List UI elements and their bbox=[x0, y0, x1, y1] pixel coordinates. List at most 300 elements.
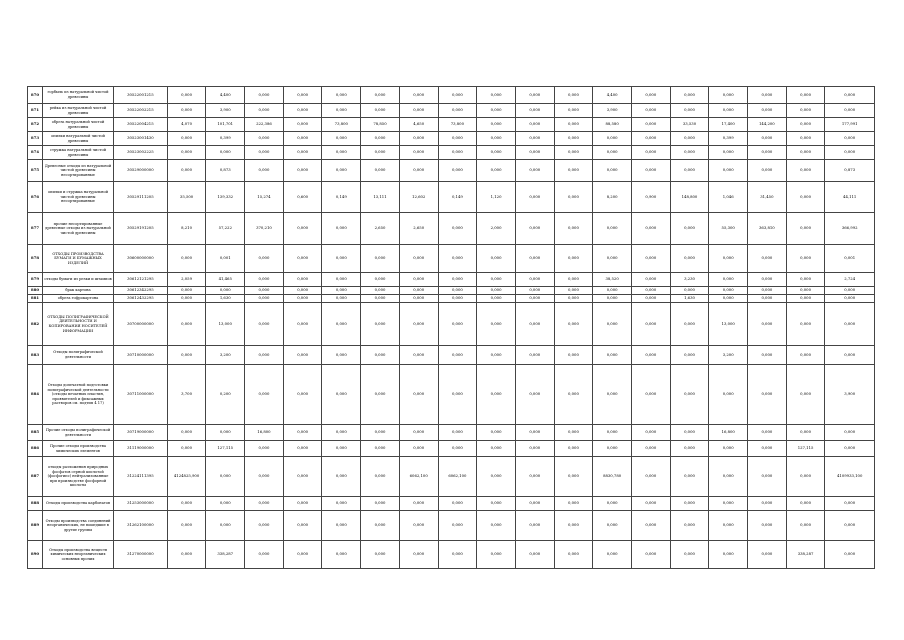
value-cell: 6062,100 bbox=[399, 457, 438, 497]
value-cell: 0,000 bbox=[167, 87, 206, 104]
waste-code: 30612432295 bbox=[113, 295, 167, 303]
value-cell: 0,000 bbox=[477, 245, 516, 273]
waste-name: ОТХОДЫ ПРОИЗВОДСТВА БУМАГИ И БУМАЖНЫХ ИЗДЕЛИЙ bbox=[43, 245, 114, 273]
table-row bbox=[28, 273, 875, 287]
value-cell: 0,000 bbox=[477, 497, 516, 511]
value-cell: 0,000 bbox=[283, 118, 322, 132]
value-cell: 0,000 bbox=[631, 104, 670, 118]
value-cell: 0,000 bbox=[283, 245, 322, 273]
row-number: 870 bbox=[28, 87, 43, 104]
value-cell: 0,000 bbox=[631, 303, 670, 346]
value-cell: 4,400 bbox=[206, 87, 245, 104]
value-cell: 0,000 bbox=[167, 441, 206, 457]
value-cell: 0,000 bbox=[399, 295, 438, 303]
value-cell: 370,210 bbox=[245, 213, 284, 245]
waste-name: брак картона bbox=[43, 287, 114, 295]
value-cell: 0,000 bbox=[554, 295, 593, 303]
value-cell: 0,000 bbox=[245, 160, 284, 182]
waste-code: 30522001215 bbox=[113, 87, 167, 104]
value-cell: 0,000 bbox=[554, 541, 593, 569]
value-cell: 0,000 bbox=[554, 457, 593, 497]
value-cell: 0,000 bbox=[825, 146, 875, 160]
value-cell: 0,000 bbox=[322, 273, 361, 287]
value-cell: 0,000 bbox=[399, 346, 438, 365]
value-cell: 0,000 bbox=[670, 346, 709, 365]
value-cell: 4124825,900 bbox=[167, 457, 206, 497]
value-cell: 0,000 bbox=[825, 104, 875, 118]
value-cell: 0,000 bbox=[786, 132, 825, 146]
value-cell: 0,000 bbox=[477, 273, 516, 287]
value-cell: 222,386 bbox=[245, 118, 284, 132]
value-cell: 0,000 bbox=[709, 541, 748, 569]
row-number: 878 bbox=[28, 245, 43, 273]
value-cell: 0,000 bbox=[399, 160, 438, 182]
row-number: 877 bbox=[28, 213, 43, 245]
value-cell: 1,046 bbox=[709, 182, 748, 213]
waste-name: Отходы полиграфической деятельности bbox=[43, 346, 114, 365]
waste-name: Прочие отходы полиграфической деятельности bbox=[43, 425, 114, 441]
value-cell: 0,000 bbox=[477, 287, 516, 295]
value-cell: 0,000 bbox=[554, 497, 593, 511]
table-row bbox=[28, 213, 875, 245]
value-cell: 35,500 bbox=[167, 182, 206, 213]
value-cell: 0,000 bbox=[631, 273, 670, 287]
value-cell: 0,000 bbox=[477, 160, 516, 182]
value-cell: 33,530 bbox=[670, 118, 709, 132]
value-cell: 0,000 bbox=[361, 287, 400, 295]
value-cell: 4,070 bbox=[167, 118, 206, 132]
value-cell: 0,000 bbox=[670, 457, 709, 497]
value-cell: 0,000 bbox=[167, 346, 206, 365]
value-cell: 1,630 bbox=[206, 295, 245, 303]
value-cell: 0,000 bbox=[593, 287, 632, 295]
value-cell: 73,800 bbox=[438, 118, 477, 132]
value-cell: 0,000 bbox=[631, 541, 670, 569]
value-cell: 0,000 bbox=[825, 295, 875, 303]
value-cell: 0,000 bbox=[283, 287, 322, 295]
value-cell: 0,000 bbox=[245, 273, 284, 287]
value-cell: 0,000 bbox=[709, 457, 748, 497]
value-cell: 0,000 bbox=[786, 497, 825, 511]
value-cell: 0,000 bbox=[477, 425, 516, 441]
value-cell: 0,000 bbox=[631, 511, 670, 541]
value-cell: 2,650 bbox=[399, 213, 438, 245]
value-cell: 0,000 bbox=[283, 104, 322, 118]
value-cell: 0,000 bbox=[825, 511, 875, 541]
value-cell: 0,000 bbox=[748, 245, 787, 273]
value-cell: 0,000 bbox=[322, 287, 361, 295]
value-cell: 0,000 bbox=[245, 346, 284, 365]
value-cell: 0,000 bbox=[167, 295, 206, 303]
table-row bbox=[28, 541, 875, 569]
value-cell: 0,000 bbox=[361, 104, 400, 118]
value-cell: 0,000 bbox=[361, 160, 400, 182]
value-cell: 0,000 bbox=[361, 497, 400, 511]
value-cell: 0,000 bbox=[167, 146, 206, 160]
value-cell: 0,000 bbox=[709, 273, 748, 287]
waste-name: отходы бумаги из резки и штампов bbox=[43, 273, 114, 287]
value-cell: 0,000 bbox=[631, 118, 670, 132]
value-cell: 0,000 bbox=[593, 425, 632, 441]
value-cell: 0,000 bbox=[283, 132, 322, 146]
value-cell: 0,000 bbox=[245, 303, 284, 346]
value-cell: 0,000 bbox=[593, 441, 632, 457]
value-cell: 1,120 bbox=[477, 182, 516, 213]
waste-code: 30529000000 bbox=[113, 160, 167, 182]
waste-name: Древесные отходы из натуральной чистой древесины несортированные bbox=[43, 160, 114, 182]
value-cell: 0,000 bbox=[322, 213, 361, 245]
value-cell: 0,000 bbox=[554, 87, 593, 104]
value-cell: 0,000 bbox=[283, 87, 322, 104]
value-cell: 0,000 bbox=[515, 303, 554, 346]
value-cell: 127,115 bbox=[206, 441, 245, 457]
value-cell: 0,000 bbox=[245, 511, 284, 541]
value-cell: 0,000 bbox=[515, 87, 554, 104]
value-cell: 0,000 bbox=[554, 146, 593, 160]
value-cell: 13,111 bbox=[361, 182, 400, 213]
waste-code: 30710000000 bbox=[113, 346, 167, 365]
value-cell: 0,000 bbox=[206, 511, 245, 541]
value-cell: 0,000 bbox=[670, 425, 709, 441]
value-cell: 2,000 bbox=[477, 213, 516, 245]
waste-name: Отходы производства карбонатов bbox=[43, 497, 114, 511]
value-cell: 73,800 bbox=[322, 118, 361, 132]
value-cell: 0,000 bbox=[477, 457, 516, 497]
value-cell: 0,000 bbox=[283, 346, 322, 365]
value-cell: 0,000 bbox=[245, 295, 284, 303]
value-cell: 0,000 bbox=[438, 104, 477, 118]
value-cell: 0,000 bbox=[554, 425, 593, 441]
waste-code: 30523002225 bbox=[113, 146, 167, 160]
value-cell: 0,000 bbox=[515, 273, 554, 287]
value-cell: 0,000 bbox=[283, 303, 322, 346]
value-cell: 8,210 bbox=[167, 213, 206, 245]
waste-code: 31270000000 bbox=[113, 541, 167, 569]
waste-name: горбыль из натуральной чистой древесины bbox=[43, 87, 114, 104]
value-cell: 13,000 bbox=[709, 303, 748, 346]
value-cell: 0,000 bbox=[361, 303, 400, 346]
row-number: 874 bbox=[28, 146, 43, 160]
value-cell: 0,000 bbox=[477, 132, 516, 146]
table-row bbox=[28, 245, 875, 273]
value-cell: 4,400 bbox=[593, 87, 632, 104]
value-cell: 1,630 bbox=[670, 295, 709, 303]
waste-code: 30612121295 bbox=[113, 273, 167, 287]
value-cell: 78,850 bbox=[361, 118, 400, 132]
value-cell: 0,000 bbox=[438, 160, 477, 182]
value-cell: 0,000 bbox=[631, 146, 670, 160]
value-cell: 0,000 bbox=[399, 303, 438, 346]
value-cell: 0,000 bbox=[825, 441, 875, 457]
value-cell: 0,000 bbox=[167, 245, 206, 273]
value-cell: 6062,100 bbox=[438, 457, 477, 497]
value-cell: 0,000 bbox=[283, 160, 322, 182]
value-cell: 0,000 bbox=[670, 146, 709, 160]
value-cell: 3,900 bbox=[206, 104, 245, 118]
value-cell: 0,000 bbox=[515, 182, 554, 213]
value-cell: 0,000 bbox=[554, 132, 593, 146]
value-cell: 0,000 bbox=[825, 87, 875, 104]
value-cell: 0,000 bbox=[631, 295, 670, 303]
value-cell: 0,000 bbox=[554, 441, 593, 457]
row-number: 890 bbox=[28, 541, 43, 569]
value-cell: 0,000 bbox=[477, 146, 516, 160]
table-row bbox=[28, 365, 875, 425]
waste-code: 30523001430 bbox=[113, 132, 167, 146]
value-cell: 2,724 bbox=[825, 273, 875, 287]
value-cell: 0,000 bbox=[283, 273, 322, 287]
table-row bbox=[28, 346, 875, 365]
value-cell: 0,000 bbox=[361, 146, 400, 160]
value-cell: 0,000 bbox=[786, 365, 825, 425]
value-cell: 0,000 bbox=[245, 457, 284, 497]
value-cell: 0,000 bbox=[748, 160, 787, 182]
value-cell: 0,000 bbox=[515, 104, 554, 118]
value-cell: 0,000 bbox=[515, 457, 554, 497]
value-cell: 0,000 bbox=[631, 457, 670, 497]
row-number: 875 bbox=[28, 160, 43, 182]
value-cell: 0,000 bbox=[515, 160, 554, 182]
value-cell: 0,900 bbox=[631, 182, 670, 213]
row-number: 873 bbox=[28, 132, 43, 146]
value-cell: 0,000 bbox=[245, 132, 284, 146]
table-row bbox=[28, 287, 875, 295]
value-cell: 0,000 bbox=[709, 104, 748, 118]
value-cell: 0,000 bbox=[786, 213, 825, 245]
value-cell: 0,000 bbox=[438, 245, 477, 273]
value-cell: 0,000 bbox=[283, 213, 322, 245]
waste-name: обрезь гофрокартона bbox=[43, 295, 114, 303]
value-cell: 4,650 bbox=[399, 118, 438, 132]
value-cell: 0,000 bbox=[322, 365, 361, 425]
table-row bbox=[28, 104, 875, 118]
waste-code: 30612342295 bbox=[113, 287, 167, 295]
value-cell: 0,000 bbox=[786, 146, 825, 160]
value-cell: 0,000 bbox=[748, 511, 787, 541]
value-cell: 0,000 bbox=[167, 541, 206, 569]
value-cell: 0,000 bbox=[438, 273, 477, 287]
value-cell: 0,000 bbox=[361, 425, 400, 441]
value-cell: 41,465 bbox=[206, 273, 245, 287]
value-cell: 0,000 bbox=[670, 245, 709, 273]
value-cell: 0,000 bbox=[554, 287, 593, 295]
value-cell: 0,000 bbox=[709, 287, 748, 295]
value-cell: 0,000 bbox=[670, 365, 709, 425]
row-number: 876 bbox=[28, 182, 43, 213]
value-cell: 0,000 bbox=[670, 104, 709, 118]
value-cell: 0,000 bbox=[593, 541, 632, 569]
value-cell: 0,000 bbox=[361, 441, 400, 457]
waste-name: Отходы допечатной подготовки полиграфической деятельности (отходы печатных пластин, проявителей и фиксажных растворов см. подтип 4 17) bbox=[43, 365, 114, 425]
value-cell: 0,000 bbox=[361, 365, 400, 425]
table-row bbox=[28, 303, 875, 346]
value-cell: 0,000 bbox=[438, 441, 477, 457]
value-cell: 0,000 bbox=[748, 541, 787, 569]
value-cell: 0,000 bbox=[283, 295, 322, 303]
value-cell: 0,000 bbox=[477, 118, 516, 132]
waste-code: 30529111205 bbox=[113, 182, 167, 213]
value-cell: 0,000 bbox=[631, 425, 670, 441]
value-cell: 0,000 bbox=[786, 182, 825, 213]
value-cell: 0,000 bbox=[361, 541, 400, 569]
value-cell: 0,000 bbox=[399, 441, 438, 457]
value-cell: 0,000 bbox=[786, 104, 825, 118]
value-cell: 0,000 bbox=[245, 245, 284, 273]
value-cell: 148,800 bbox=[670, 182, 709, 213]
value-cell: 0,000 bbox=[554, 104, 593, 118]
value-cell: 0,000 bbox=[631, 245, 670, 273]
value-cell: 0,000 bbox=[399, 287, 438, 295]
value-cell: 0,000 bbox=[593, 346, 632, 365]
value-cell: 17,400 bbox=[709, 118, 748, 132]
waste-name: обрезь натуральной чистой древесины bbox=[43, 118, 114, 132]
value-cell: 0,000 bbox=[206, 457, 245, 497]
value-cell: 0,000 bbox=[399, 541, 438, 569]
table-row bbox=[28, 457, 875, 497]
value-cell: 0,000 bbox=[206, 287, 245, 295]
waste-code: 30600000000 bbox=[113, 245, 167, 273]
value-cell: 0,000 bbox=[206, 146, 245, 160]
value-cell: 0,000 bbox=[786, 87, 825, 104]
value-cell: 3,900 bbox=[825, 365, 875, 425]
row-number: 887 bbox=[28, 457, 43, 497]
value-cell: 0,000 bbox=[399, 497, 438, 511]
value-cell: 0,000 bbox=[709, 245, 748, 273]
row-number: 884 bbox=[28, 365, 43, 425]
value-cell: 0,000 bbox=[748, 104, 787, 118]
value-cell: 0,000 bbox=[748, 146, 787, 160]
value-cell: 3,230 bbox=[670, 273, 709, 287]
value-cell: 101,701 bbox=[206, 118, 245, 132]
row-number: 885 bbox=[28, 425, 43, 441]
value-cell: 0,000 bbox=[477, 441, 516, 457]
row-number: 871 bbox=[28, 104, 43, 118]
value-cell: 0,000 bbox=[631, 441, 670, 457]
value-cell: 0,000 bbox=[167, 497, 206, 511]
value-cell: 0,000 bbox=[709, 160, 748, 182]
value-cell: 0,000 bbox=[515, 295, 554, 303]
value-cell: 0,000 bbox=[748, 346, 787, 365]
value-cell: 0,000 bbox=[283, 511, 322, 541]
value-cell: 0,000 bbox=[245, 497, 284, 511]
value-cell: 0,000 bbox=[593, 245, 632, 273]
value-cell: 8830,780 bbox=[593, 457, 632, 497]
value-cell: 15,274 bbox=[245, 182, 284, 213]
value-cell: 0,000 bbox=[361, 295, 400, 303]
value-cell: 0,000 bbox=[167, 132, 206, 146]
value-cell: 0,000 bbox=[515, 441, 554, 457]
value-cell: 0,000 bbox=[631, 346, 670, 365]
value-cell: 0,000 bbox=[283, 365, 322, 425]
value-cell: 0,600 bbox=[283, 182, 322, 213]
value-cell: 0,000 bbox=[631, 497, 670, 511]
value-cell: 0,000 bbox=[322, 295, 361, 303]
value-cell: 0,000 bbox=[554, 511, 593, 541]
value-cell: 0,000 bbox=[245, 104, 284, 118]
value-cell: 0,000 bbox=[709, 497, 748, 511]
value-cell: 0,000 bbox=[709, 146, 748, 160]
value-cell: 0,000 bbox=[825, 497, 875, 511]
value-cell: 0,000 bbox=[399, 245, 438, 273]
value-cell: 0,000 bbox=[245, 441, 284, 457]
value-cell: 0,000 bbox=[825, 287, 875, 295]
waste-code: 31262100000 bbox=[113, 511, 167, 541]
value-cell: 0,000 bbox=[361, 346, 400, 365]
value-cell: 0,000 bbox=[322, 104, 361, 118]
value-cell: 0,873 bbox=[206, 160, 245, 182]
value-cell: 0,000 bbox=[748, 132, 787, 146]
value-cell: 0,000 bbox=[438, 541, 477, 569]
waste-code: 30711000000 bbox=[113, 365, 167, 425]
value-cell: 0,000 bbox=[786, 245, 825, 273]
value-cell: 0,000 bbox=[748, 273, 787, 287]
value-cell: 0,000 bbox=[438, 295, 477, 303]
value-cell: 0,000 bbox=[786, 511, 825, 541]
value-cell: 0,000 bbox=[670, 160, 709, 182]
value-cell: 0,000 bbox=[283, 541, 322, 569]
value-cell: 38,520 bbox=[593, 273, 632, 287]
value-cell: 3,200 bbox=[206, 346, 245, 365]
value-cell: 0,000 bbox=[322, 441, 361, 457]
value-cell: 0,000 bbox=[361, 511, 400, 541]
table-row bbox=[28, 146, 875, 160]
table-row bbox=[28, 182, 875, 213]
value-cell: 0,000 bbox=[554, 160, 593, 182]
value-cell: 0,000 bbox=[825, 346, 875, 365]
value-cell: 0,000 bbox=[438, 346, 477, 365]
value-cell: 0,000 bbox=[167, 160, 206, 182]
value-cell: 0,000 bbox=[786, 303, 825, 346]
value-cell: 0,000 bbox=[670, 287, 709, 295]
value-cell: 0,000 bbox=[399, 146, 438, 160]
value-cell: 0,000 bbox=[593, 295, 632, 303]
value-cell: 363,810 bbox=[748, 213, 787, 245]
value-cell: 0,000 bbox=[399, 87, 438, 104]
value-cell: 0,000 bbox=[399, 365, 438, 425]
value-cell: 177,991 bbox=[825, 118, 875, 132]
value-cell: 0,000 bbox=[322, 87, 361, 104]
value-cell: 0,399 bbox=[206, 132, 245, 146]
value-cell: 0,000 bbox=[167, 511, 206, 541]
row-number: 879 bbox=[28, 273, 43, 287]
table-row bbox=[28, 511, 875, 541]
value-cell: 0,000 bbox=[631, 160, 670, 182]
value-cell: 55,300 bbox=[709, 213, 748, 245]
waste-data-table bbox=[27, 86, 875, 569]
value-cell: 8,200 bbox=[593, 182, 632, 213]
value-cell: 0,000 bbox=[748, 425, 787, 441]
row-number: 883 bbox=[28, 346, 43, 365]
value-cell: 139,332 bbox=[206, 182, 245, 213]
value-cell: 0,000 bbox=[167, 104, 206, 118]
value-cell: 0,000 bbox=[593, 511, 632, 541]
value-cell: 0,000 bbox=[786, 346, 825, 365]
value-cell: 0,000 bbox=[322, 146, 361, 160]
value-cell: 0,000 bbox=[748, 295, 787, 303]
value-cell: 0,000 bbox=[825, 541, 875, 569]
value-cell: 0,000 bbox=[399, 104, 438, 118]
value-cell: 2,059 bbox=[167, 273, 206, 287]
value-cell: 0,000 bbox=[515, 287, 554, 295]
value-cell: 0,000 bbox=[515, 146, 554, 160]
value-cell: 0,000 bbox=[554, 213, 593, 245]
value-cell: 16,800 bbox=[709, 425, 748, 441]
value-cell: 12,602 bbox=[399, 182, 438, 213]
value-cell: 0,001 bbox=[825, 245, 875, 273]
value-cell: 31,450 bbox=[748, 182, 787, 213]
value-cell: 0,000 bbox=[361, 245, 400, 273]
value-cell: 0,000 bbox=[245, 87, 284, 104]
